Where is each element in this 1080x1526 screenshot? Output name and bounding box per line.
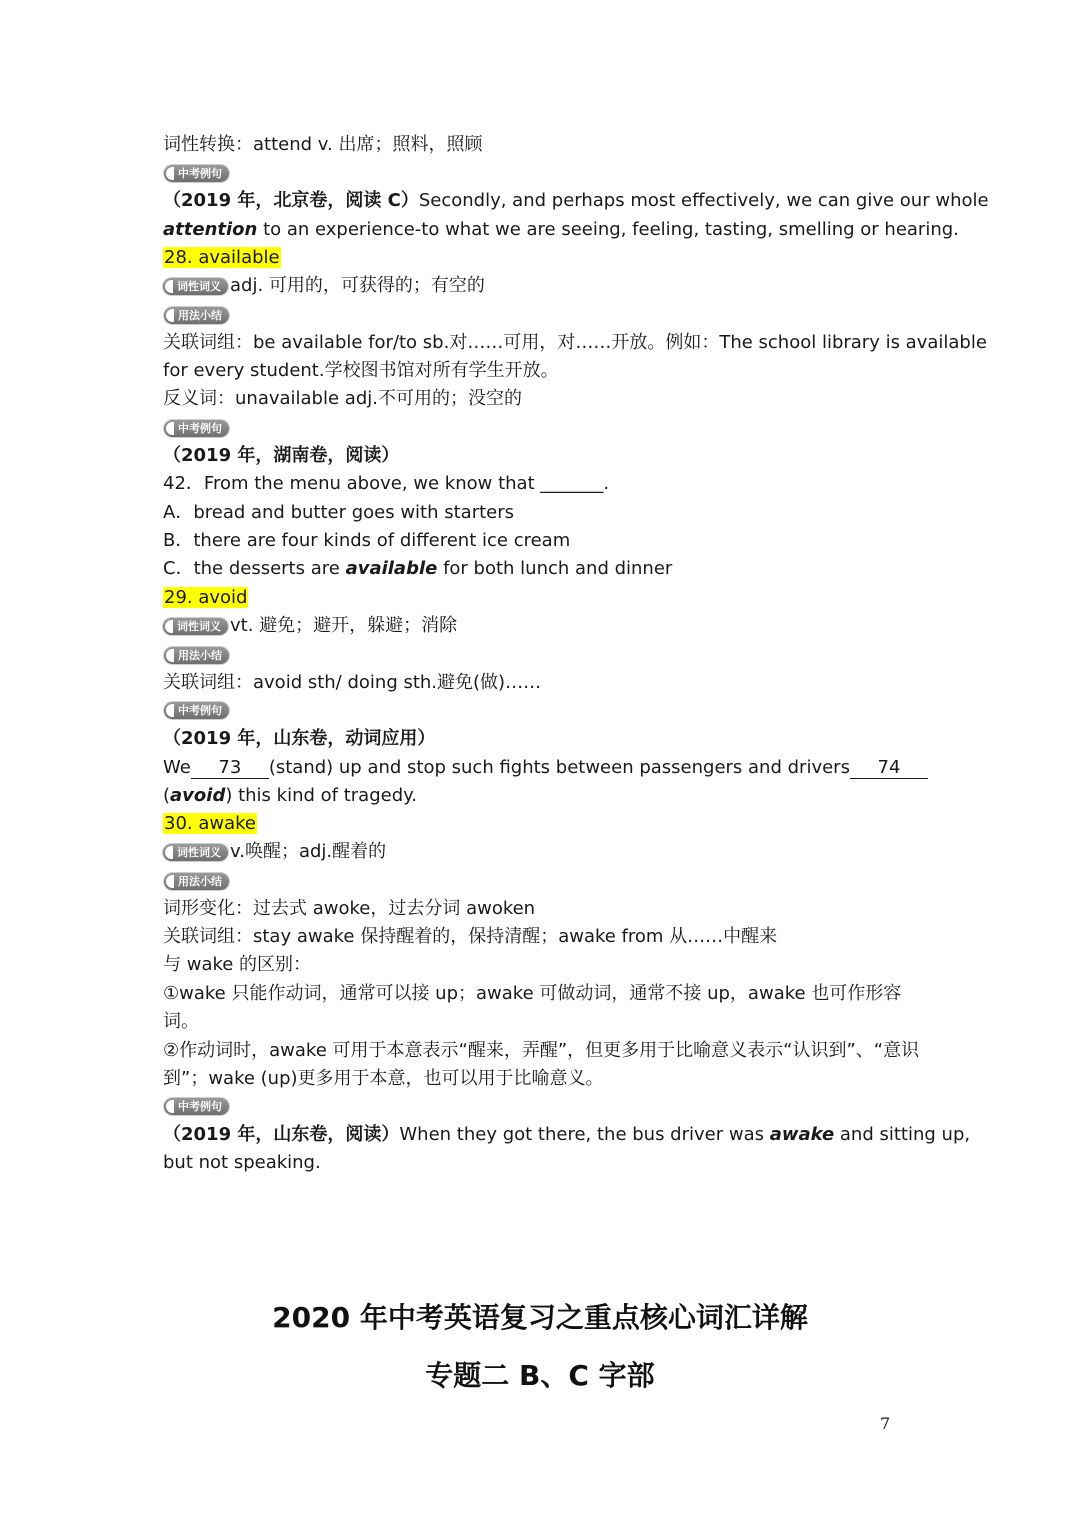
- badge-label: 中考例句: [164, 702, 229, 719]
- heading-29: [163, 584, 923, 612]
- exam-example-badge: [164, 163, 229, 183]
- word-heading: 29. avoid: [164, 587, 248, 608]
- keyword: avoid: [170, 785, 226, 806]
- example-29-sentence: [163, 754, 923, 782]
- blank-73: 73: [191, 758, 269, 779]
- sentence: and sitting up,: [834, 1124, 971, 1145]
- option-text: for both lunch and dinner: [437, 558, 673, 579]
- option-b: B．there are four kinds of different ice cream: [163, 530, 571, 551]
- text: (: [163, 785, 171, 806]
- keyword: available: [345, 558, 438, 579]
- usage-28-c: 反义词：unavailable adj.不可用的；没空的: [163, 388, 522, 409]
- usage-badge: [164, 871, 229, 891]
- option-text: C．the desserts are: [163, 558, 346, 579]
- usage-30-d: ①wake 只能作动词，通常可以接 up；awake 可做动词，通常不接 up，awake 也可作形容: [163, 983, 902, 1004]
- attend-conversion: 词性转换：attend v. 出席；照料，照顾: [163, 134, 483, 155]
- document-title: 2020 年中考英语复习之重点核心词汇详解: [272, 1301, 808, 1334]
- source-label: （2019 年，北京卷，阅读 C）: [163, 190, 419, 211]
- badge-label: 中考例句: [164, 420, 229, 437]
- badge-label: 词性词义: [163, 844, 228, 861]
- usage-30-a: 词形变化：过去式 awoke，过去分词 awoken: [163, 898, 536, 919]
- text: We: [163, 757, 191, 778]
- example-2019-beijing: [163, 187, 989, 215]
- word-heading: 30. awake: [164, 813, 256, 834]
- text: (stand) up and stop such fights between passengers and drivers: [268, 757, 850, 778]
- exam-example-badge: [164, 1096, 229, 1116]
- usage-badge: [164, 645, 229, 665]
- badge-label: 中考例句: [164, 165, 229, 182]
- option-c: [163, 555, 923, 583]
- heading-30: [163, 810, 923, 838]
- usage-badge: [164, 305, 229, 325]
- meaning-text: v.唤醒；adj.醒着的: [230, 841, 387, 862]
- example-30-cont: but not speaking.: [163, 1152, 321, 1173]
- usage-30-c: 与 wake 的区别：: [163, 954, 312, 975]
- page-number: 7: [880, 1414, 891, 1433]
- sentence: When they got there, the bus driver was: [399, 1124, 770, 1145]
- exam-example-badge: [164, 700, 229, 720]
- usage-30-e: 词。: [163, 1011, 199, 1032]
- badge-label: 用法小结: [164, 307, 229, 324]
- example-30: [163, 1121, 971, 1149]
- question-42: 42．From the menu above, we know that _______.: [163, 473, 610, 494]
- meaning-text: adj. 可用的，可获得的；有空的: [230, 275, 485, 296]
- usage-29: 关联词组：avoid sth/ doing sth.避免(做)……: [163, 672, 542, 693]
- usage-30-b: 关联词组：stay awake 保持醒着的，保持清醒；awake from 从……中醒来: [163, 926, 778, 947]
- usage-28-b: for every student.学校图书馆对所有学生开放。: [163, 360, 559, 381]
- keyword: awake: [769, 1124, 835, 1145]
- usage-30-g: 到”；wake (up)更多用于本意，也可以用于比喻意义。: [163, 1068, 604, 1089]
- example-2019-beijing-cont: [163, 216, 959, 244]
- example-29-sentence-cont: [163, 782, 923, 810]
- blank-74: 74: [850, 758, 928, 779]
- meaning-30: [163, 838, 923, 866]
- badge-label: 词性词义: [163, 278, 228, 295]
- sentence: Secondly, and perhaps most effectively, we can give our whole: [418, 190, 989, 211]
- source-label: （2019 年，山东卷，阅读）: [163, 1124, 400, 1145]
- badge-label: 词性词义: [163, 618, 228, 635]
- document-subtitle: 专题二 B、C 字部: [425, 1359, 655, 1392]
- badge-label: 中考例句: [164, 1098, 229, 1115]
- meaning-28: [163, 272, 923, 300]
- heading-28: [163, 244, 923, 272]
- meaning-29: [163, 612, 923, 640]
- example-28-source: （2019 年，湖南卷，阅读）: [163, 445, 400, 466]
- exam-example-badge: [164, 418, 229, 438]
- sentence: to an experience-to what we are seeing, feeling, tasting, smelling or hearing.: [257, 219, 959, 240]
- usage-28-a: 关联词组：be available for/to sb.对……可用，对……开放。例如：The school library is available: [163, 332, 987, 353]
- usage-30-f: ②作动词时，awake 可用于本意表示“醒来，弄醒”，但更多用于比喻意义表示“认识到”、“意识: [163, 1040, 920, 1061]
- option-a: A．bread and butter goes with starters: [163, 502, 515, 523]
- meaning-text: vt. 避免；避开，躲避；消除: [230, 615, 458, 636]
- word-heading: 28. available: [164, 247, 280, 268]
- keyword: attention: [163, 219, 258, 240]
- badge-label: 用法小结: [164, 647, 229, 664]
- badge-label: 用法小结: [164, 873, 229, 890]
- example-29-source: （2019 年，山东卷，动词应用）: [163, 728, 436, 749]
- text: ) this kind of tragedy.: [225, 785, 417, 806]
